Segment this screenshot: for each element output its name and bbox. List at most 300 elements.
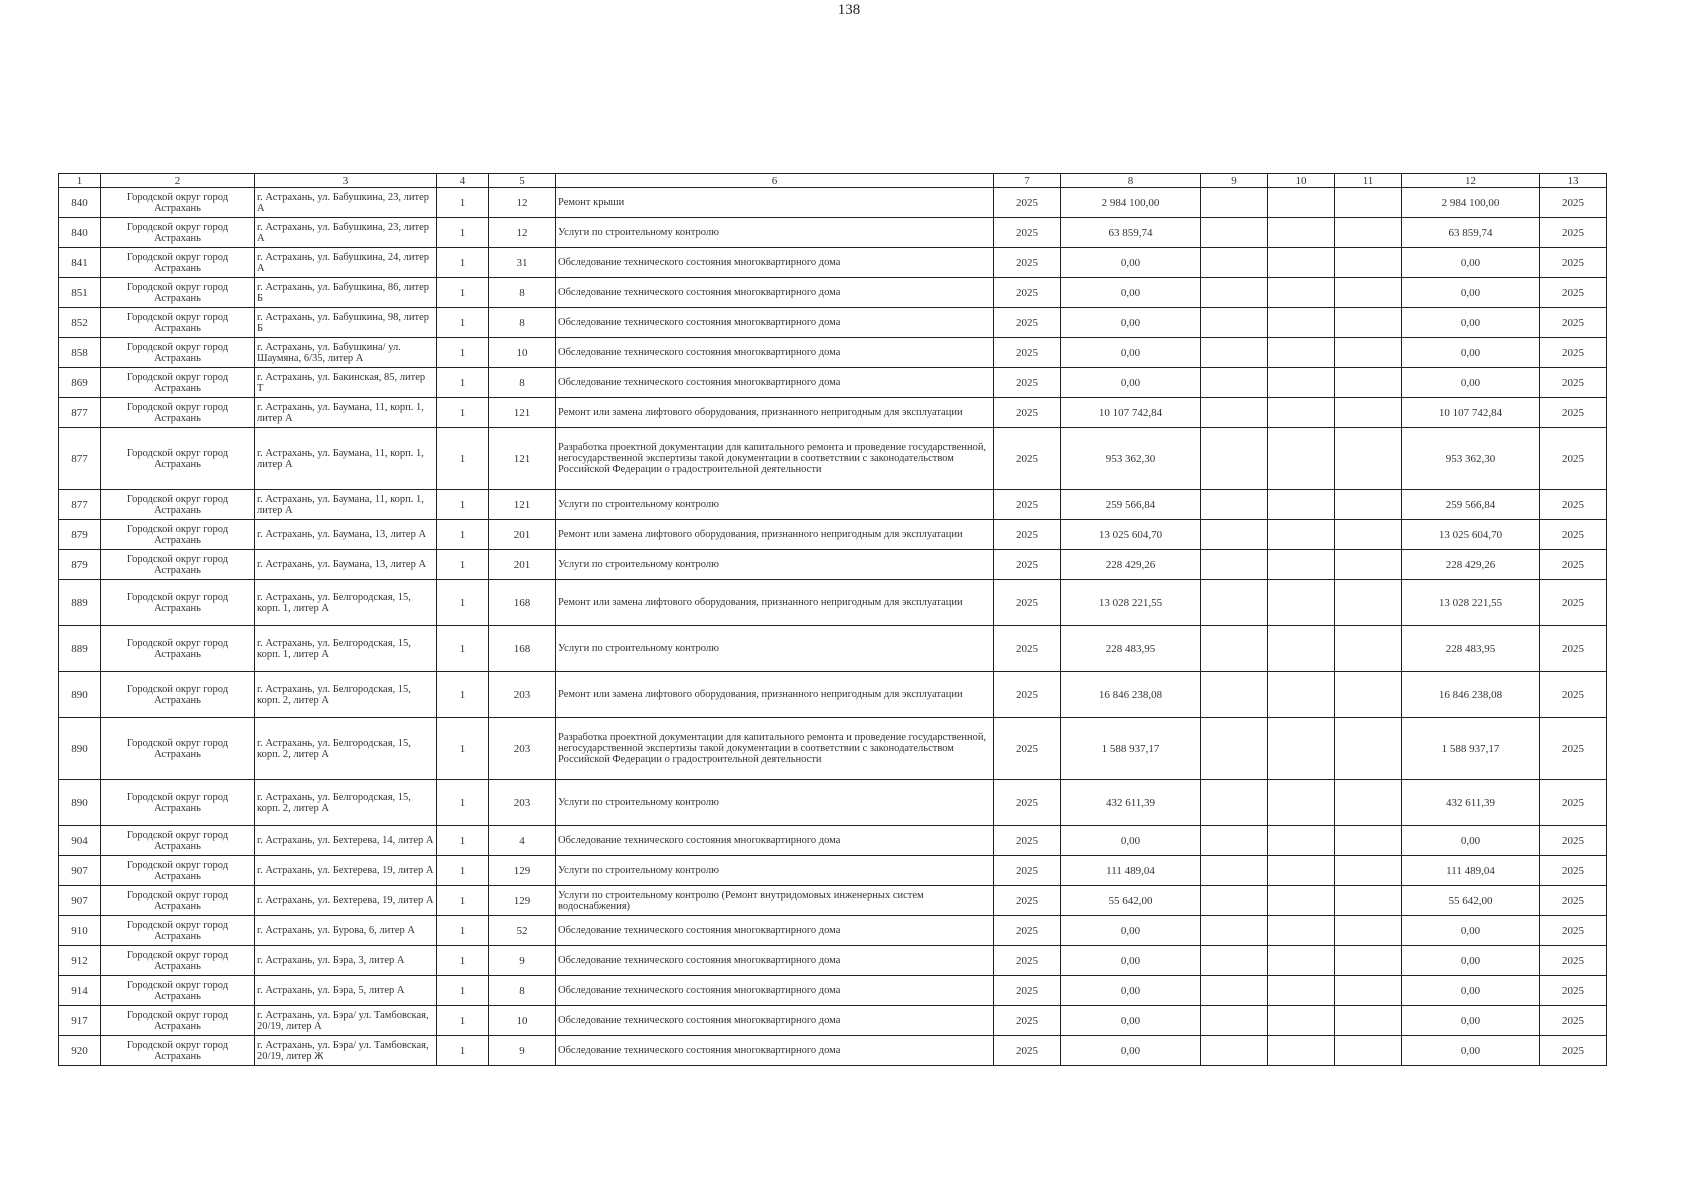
cell-col-13: 2025 [1540,856,1607,886]
cell-total-cost: 0,00 [1061,1036,1201,1066]
cell-address: г. Астрахань, ул. Бэра/ ул. Тамбовская, 20/19, литер Ж [255,1036,437,1066]
cell-col-12: 111 489,04 [1402,856,1540,886]
cell-col-5: 203 [489,718,556,780]
cell-col-11 [1335,1036,1402,1066]
cell-address: г. Астрахань, ул. Бэра, 3, литер А [255,946,437,976]
cell-year: 2025 [994,916,1061,946]
cell-col-11 [1335,248,1402,278]
cell-address: г. Астрахань, ул. Баумана, 11, корп. 1, литер А [255,398,437,428]
cell-col-10 [1268,1006,1335,1036]
table-row [59,278,1607,308]
cell-municipality: Городской округ город Астрахань [101,1036,255,1066]
cell-col-4: 1 [437,490,489,520]
table-row [59,826,1607,856]
header-cell: 1 [59,174,101,188]
cell-col-12: 432 611,39 [1402,780,1540,826]
cell-col-13: 2025 [1540,248,1607,278]
cell-total-cost: 0,00 [1061,308,1201,338]
cell-total-cost: 0,00 [1061,248,1201,278]
cell-year: 2025 [994,520,1061,550]
cell-year: 2025 [994,278,1061,308]
cell-work-type: Обследование технического состояния многоквартирного дома [556,1006,994,1036]
cell-col-12: 228 483,95 [1402,626,1540,672]
cell-work-type: Услуги по строительному контролю [556,856,994,886]
cell-address: г. Астрахань, ул. Белгородская, 15, корп. 1, литер А [255,580,437,626]
cell-work-type: Ремонт или замена лифтового оборудования, признанного непригодным для эксплуатации [556,520,994,550]
cell-col-4: 1 [437,368,489,398]
cell-col-13: 2025 [1540,308,1607,338]
cell-record-number: 907 [59,886,101,916]
cell-col-12: 16 846 238,08 [1402,672,1540,718]
cell-col-5: 8 [489,308,556,338]
cell-col-5: 9 [489,946,556,976]
cell-col-4: 1 [437,1036,489,1066]
cell-total-cost: 2 984 100,00 [1061,188,1201,218]
table-row [59,428,1607,490]
cell-work-type: Обследование технического состояния многоквартирного дома [556,916,994,946]
cell-work-type: Ремонт или замена лифтового оборудования, признанного непригодным для эксплуатации [556,580,994,626]
table-row [59,886,1607,916]
cell-col-12: 0,00 [1402,946,1540,976]
cell-work-type: Обследование технического состояния многоквартирного дома [556,368,994,398]
cell-col-4: 1 [437,248,489,278]
cell-col-5: 201 [489,550,556,580]
table-row [59,218,1607,248]
cell-address: г. Астрахань, ул. Бехтерева, 14, литер А [255,826,437,856]
cell-total-cost: 16 846 238,08 [1061,672,1201,718]
cell-col-12: 55 642,00 [1402,886,1540,916]
cell-record-number: 869 [59,368,101,398]
cell-col-4: 1 [437,520,489,550]
cell-year: 2025 [994,490,1061,520]
cell-col-11 [1335,550,1402,580]
cell-col-13: 2025 [1540,780,1607,826]
header-cell: 10 [1268,174,1335,188]
table-row [59,916,1607,946]
cell-work-type: Обследование технического состояния многоквартирного дома [556,338,994,368]
cell-record-number: 851 [59,278,101,308]
cell-col-13: 2025 [1540,490,1607,520]
cell-work-type: Услуги по строительному контролю (Ремонт внутридомовых инженерных систем водоснабжения) [556,886,994,916]
table-row [59,520,1607,550]
cell-col-12: 0,00 [1402,338,1540,368]
cell-total-cost: 432 611,39 [1061,780,1201,826]
cell-record-number: 914 [59,976,101,1006]
table-row [59,580,1607,626]
cell-col-4: 1 [437,580,489,626]
cell-col-4: 1 [437,308,489,338]
cell-address: г. Астрахань, ул. Белгородская, 15, корп. 2, литер А [255,718,437,780]
cell-year: 2025 [994,248,1061,278]
cell-col-13: 2025 [1540,626,1607,672]
cell-total-cost: 0,00 [1061,278,1201,308]
cell-col-5: 121 [489,490,556,520]
cell-municipality: Городской округ город Астрахань [101,1006,255,1036]
cell-col-5: 10 [489,1006,556,1036]
cell-year: 2025 [994,672,1061,718]
cell-municipality: Городской округ город Астрахань [101,780,255,826]
cell-col-9 [1201,520,1268,550]
cell-work-type: Ремонт или замена лифтового оборудования, признанного непригодным для эксплуатации [556,672,994,718]
header-cell: 9 [1201,174,1268,188]
cell-total-cost: 10 107 742,84 [1061,398,1201,428]
table-row [59,550,1607,580]
table-row [59,1006,1607,1036]
cell-col-13: 2025 [1540,550,1607,580]
cell-col-4: 1 [437,626,489,672]
cell-col-9 [1201,886,1268,916]
cell-col-12: 13 028 221,55 [1402,580,1540,626]
cell-col-10 [1268,1036,1335,1066]
cell-year: 2025 [994,188,1061,218]
cell-col-11 [1335,520,1402,550]
table-row [59,946,1607,976]
cell-year: 2025 [994,718,1061,780]
cell-col-9 [1201,398,1268,428]
cell-col-12: 0,00 [1402,916,1540,946]
cell-col-12: 10 107 742,84 [1402,398,1540,428]
cell-year: 2025 [994,580,1061,626]
cell-col-9 [1201,218,1268,248]
cell-col-4: 1 [437,780,489,826]
cell-col-11 [1335,490,1402,520]
cell-year: 2025 [994,1006,1061,1036]
cell-work-type: Ремонт или замена лифтового оборудования, признанного непригодным для эксплуатации [556,398,994,428]
cell-col-5: 168 [489,580,556,626]
cell-municipality: Городской округ город Астрахань [101,550,255,580]
cell-col-10 [1268,580,1335,626]
cell-year: 2025 [994,368,1061,398]
cell-col-11 [1335,1006,1402,1036]
cell-year: 2025 [994,826,1061,856]
cell-col-11 [1335,780,1402,826]
cell-col-5: 12 [489,218,556,248]
cell-col-13: 2025 [1540,946,1607,976]
cell-year: 2025 [994,398,1061,428]
cell-year: 2025 [994,976,1061,1006]
cell-address: г. Астрахань, ул. Баумана, 13, литер А [255,550,437,580]
header-cell: 7 [994,174,1061,188]
cell-col-12: 259 566,84 [1402,490,1540,520]
cell-record-number: 904 [59,826,101,856]
cell-col-11 [1335,218,1402,248]
cell-address: г. Астрахань, ул. Бабушкина, 86, литер Б [255,278,437,308]
cell-col-10 [1268,946,1335,976]
cell-col-4: 1 [437,338,489,368]
cell-col-5: 9 [489,1036,556,1066]
cell-col-12: 0,00 [1402,308,1540,338]
cell-col-10 [1268,248,1335,278]
cell-col-9 [1201,248,1268,278]
cell-col-10 [1268,398,1335,428]
cell-address: г. Астрахань, ул. Баумана, 11, корп. 1, литер А [255,490,437,520]
cell-col-9 [1201,856,1268,886]
cell-work-type: Ремонт крыши [556,188,994,218]
cell-municipality: Городской округ город Астрахань [101,188,255,218]
cell-work-type: Обследование технического состояния многоквартирного дома [556,826,994,856]
header-row [59,174,1607,188]
cell-col-13: 2025 [1540,672,1607,718]
cell-col-13: 2025 [1540,1036,1607,1066]
cell-address: г. Астрахань, ул. Бехтерева, 19, литер А [255,856,437,886]
cell-col-5: 8 [489,368,556,398]
cell-municipality: Городской округ город Астрахань [101,826,255,856]
cell-col-12: 0,00 [1402,1036,1540,1066]
cell-address: г. Астрахань, ул. Бабушкина/ ул. Шаумяна, 6/35, литер А [255,338,437,368]
cell-work-type: Обследование технического состояния многоквартирного дома [556,278,994,308]
cell-col-5: 8 [489,278,556,308]
page-number: 138 [837,2,861,18]
cell-work-type: Обследование технического состояния многоквартирного дома [556,1036,994,1066]
cell-col-4: 1 [437,826,489,856]
cell-record-number: 907 [59,856,101,886]
cell-col-12: 2 984 100,00 [1402,188,1540,218]
cell-col-9 [1201,718,1268,780]
cell-col-4: 1 [437,718,489,780]
cell-col-9 [1201,338,1268,368]
cell-municipality: Городской округ город Астрахань [101,218,255,248]
cell-col-5: 4 [489,826,556,856]
cell-year: 2025 [994,218,1061,248]
cell-address: г. Астрахань, ул. Бэра/ ул. Тамбовская, 20/19, литер А [255,1006,437,1036]
cell-total-cost: 0,00 [1061,338,1201,368]
cell-col-12: 0,00 [1402,368,1540,398]
cell-work-type: Услуги по строительному контролю [556,550,994,580]
cell-col-5: 12 [489,188,556,218]
cell-col-10 [1268,188,1335,218]
cell-col-10 [1268,520,1335,550]
cell-address: г. Астрахань, ул. Белгородская, 15, корп. 2, литер А [255,672,437,718]
header-cell: 2 [101,174,255,188]
cell-col-4: 1 [437,550,489,580]
cell-col-10 [1268,916,1335,946]
table-row [59,308,1607,338]
cell-municipality: Городской округ город Астрахань [101,248,255,278]
cell-address: г. Астрахань, ул. Бабушкина, 98, литер Б [255,308,437,338]
table-row [59,398,1607,428]
cell-work-type: Разработка проектной документации для капитального ремонта и проведение государственной, негосударственной экспертизы такой документации в соответствии с законодательством Российской Федерации о градостроительной деятельности [556,428,994,490]
cell-total-cost: 63 859,74 [1061,218,1201,248]
table-header [59,174,1607,188]
cell-address: г. Астрахань, ул. Белгородская, 15, корп. 2, литер А [255,780,437,826]
cell-col-9 [1201,278,1268,308]
cell-municipality: Городской округ город Астрахань [101,368,255,398]
cell-col-11 [1335,308,1402,338]
cell-record-number: 890 [59,718,101,780]
cell-col-11 [1335,826,1402,856]
cell-municipality: Городской округ город Астрахань [101,946,255,976]
cell-col-10 [1268,338,1335,368]
cell-year: 2025 [994,946,1061,976]
cell-address: г. Астрахань, ул. Бабушкина, 23, литер А [255,218,437,248]
cell-record-number: 877 [59,490,101,520]
cell-work-type: Услуги по строительному контролю [556,218,994,248]
cell-col-5: 8 [489,976,556,1006]
cell-municipality: Городской округ город Астрахань [101,338,255,368]
table-row [59,780,1607,826]
cell-col-10 [1268,278,1335,308]
cell-record-number: 877 [59,428,101,490]
cell-col-11 [1335,886,1402,916]
table-body [59,188,1607,1066]
cell-year: 2025 [994,856,1061,886]
cell-col-4: 1 [437,856,489,886]
cell-address: г. Астрахань, ул. Бакинская, 85, литер Т [255,368,437,398]
cell-col-9 [1201,672,1268,718]
cell-col-10 [1268,976,1335,1006]
cell-col-9 [1201,368,1268,398]
cell-address: г. Астрахань, ул. Баумана, 13, литер А [255,520,437,550]
cell-work-type: Обследование технического состояния многоквартирного дома [556,946,994,976]
table-row [59,248,1607,278]
cell-col-13: 2025 [1540,218,1607,248]
cell-year: 2025 [994,428,1061,490]
cell-col-5: 52 [489,916,556,946]
cell-record-number: 841 [59,248,101,278]
cell-work-type: Услуги по строительному контролю [556,780,994,826]
cell-record-number: 879 [59,520,101,550]
cell-col-9 [1201,490,1268,520]
cell-col-12: 0,00 [1402,278,1540,308]
cell-col-12: 1 588 937,17 [1402,718,1540,780]
cell-col-13: 2025 [1540,398,1607,428]
cell-col-5: 129 [489,886,556,916]
cell-col-5: 129 [489,856,556,886]
cell-col-4: 1 [437,672,489,718]
cell-year: 2025 [994,780,1061,826]
cell-col-13: 2025 [1540,368,1607,398]
cell-col-13: 2025 [1540,1006,1607,1036]
cell-year: 2025 [994,338,1061,368]
cell-col-9 [1201,1006,1268,1036]
cell-year: 2025 [994,550,1061,580]
cell-col-11 [1335,856,1402,886]
cell-col-4: 1 [437,1006,489,1036]
cell-col-12: 0,00 [1402,826,1540,856]
cell-col-11 [1335,976,1402,1006]
table-row [59,718,1607,780]
cell-record-number: 910 [59,916,101,946]
cell-col-13: 2025 [1540,886,1607,916]
cell-year: 2025 [994,886,1061,916]
cell-col-10 [1268,780,1335,826]
cell-col-11 [1335,368,1402,398]
cell-total-cost: 0,00 [1061,916,1201,946]
cell-total-cost: 0,00 [1061,946,1201,976]
cell-total-cost: 111 489,04 [1061,856,1201,886]
cell-col-9 [1201,780,1268,826]
cell-year: 2025 [994,308,1061,338]
cell-col-11 [1335,718,1402,780]
cell-col-9 [1201,580,1268,626]
cell-col-9 [1201,626,1268,672]
cell-col-12: 953 362,30 [1402,428,1540,490]
cell-record-number: 840 [59,188,101,218]
cell-record-number: 890 [59,672,101,718]
cell-col-12: 0,00 [1402,976,1540,1006]
cell-record-number: 889 [59,626,101,672]
cell-col-9 [1201,916,1268,946]
cell-record-number: 890 [59,780,101,826]
cell-col-5: 203 [489,672,556,718]
cell-municipality: Городской округ город Астрахань [101,398,255,428]
cell-col-12: 63 859,74 [1402,218,1540,248]
cell-col-12: 228 429,26 [1402,550,1540,580]
cell-col-11 [1335,428,1402,490]
cell-municipality: Городской округ город Астрахань [101,672,255,718]
cell-col-9 [1201,188,1268,218]
cell-col-10 [1268,368,1335,398]
table-row [59,368,1607,398]
cell-record-number: 858 [59,338,101,368]
cell-work-type: Услуги по строительному контролю [556,490,994,520]
cell-total-cost: 228 483,95 [1061,626,1201,672]
cell-col-11 [1335,916,1402,946]
cell-col-11 [1335,672,1402,718]
header-cell: 13 [1540,174,1607,188]
cell-address: г. Астрахань, ул. Бабушкина, 24, литер А [255,248,437,278]
cell-col-10 [1268,886,1335,916]
cell-col-4: 1 [437,278,489,308]
cell-municipality: Городской округ город Астрахань [101,916,255,946]
cell-col-4: 1 [437,946,489,976]
cell-total-cost: 0,00 [1061,1006,1201,1036]
cell-address: г. Астрахань, ул. Бехтерева, 19, литер А [255,886,437,916]
header-cell: 5 [489,174,556,188]
table-row [59,338,1607,368]
cell-col-4: 1 [437,886,489,916]
table-row [59,672,1607,718]
cell-municipality: Городской округ город Астрахань [101,976,255,1006]
table-row [59,1036,1607,1066]
cell-col-11 [1335,580,1402,626]
header-cell: 11 [1335,174,1402,188]
table-row [59,626,1607,672]
cell-record-number: 840 [59,218,101,248]
cell-address: г. Астрахань, ул. Белгородская, 15, корп. 1, литер А [255,626,437,672]
cell-col-10 [1268,826,1335,856]
cell-municipality: Городской округ город Астрахань [101,886,255,916]
cell-total-cost: 13 025 604,70 [1061,520,1201,550]
cell-col-9 [1201,826,1268,856]
cell-year: 2025 [994,1036,1061,1066]
cell-col-9 [1201,308,1268,338]
cell-col-10 [1268,308,1335,338]
cell-municipality: Городской округ город Астрахань [101,308,255,338]
cell-total-cost: 0,00 [1061,976,1201,1006]
cell-total-cost: 0,00 [1061,368,1201,398]
cell-col-4: 1 [437,428,489,490]
cell-col-4: 1 [437,976,489,1006]
table-row [59,188,1607,218]
cell-col-5: 121 [489,428,556,490]
cell-record-number: 889 [59,580,101,626]
cell-col-5: 203 [489,780,556,826]
cell-col-9 [1201,946,1268,976]
cell-col-9 [1201,428,1268,490]
cell-col-5: 201 [489,520,556,550]
cell-record-number: 912 [59,946,101,976]
cell-municipality: Городской округ город Астрахань [101,428,255,490]
header-cell: 4 [437,174,489,188]
cell-col-11 [1335,338,1402,368]
cell-address: г. Астрахань, ул. Бэра, 5, литер А [255,976,437,1006]
cell-address: г. Астрахань, ул. Бурова, 6, литер А [255,916,437,946]
table-row [59,856,1607,886]
cell-col-13: 2025 [1540,428,1607,490]
cell-work-type: Обследование технического состояния многоквартирного дома [556,248,994,278]
cell-col-5: 168 [489,626,556,672]
